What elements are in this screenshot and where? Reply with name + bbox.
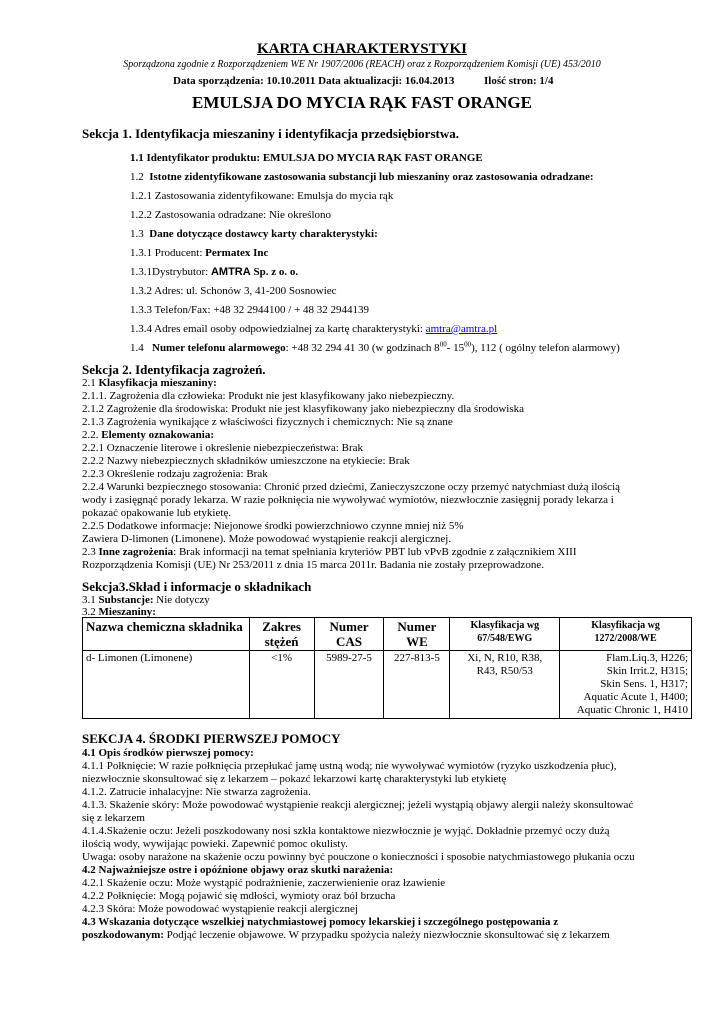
- section-2-1-text: Klasyfikacja mieszaniny:: [98, 377, 217, 389]
- section-2-2: [82, 428, 214, 442]
- header-class-67-line-1: Klasyfikacja wg: [470, 620, 540, 631]
- section-1-2-1: 1.2.1 Zastosowania zidentyfikowane: Emulsja do mycia rąk: [130, 190, 394, 202]
- section-3-1-text: Nie dotyczy: [153, 594, 210, 606]
- section-4-2-2: 4.2.2 Połknięcie: Mogą pojawić się mdłości, wymioty oraz ból brzucha: [82, 890, 396, 902]
- header-cas: [314, 618, 384, 651]
- section-4-1-4-line-3: Uwaga: osoby narażone na skażenie oczu powinny być pouczone o konieczności i sposobie natychmiastowego płukania oczu: [82, 851, 635, 863]
- section-3-1-label: Substancje:: [98, 594, 154, 606]
- section-2-2-4-line-2: wody i zasięgnąć porady lekarza. W razie połknięcia nie wywoływać wymiotów, niezwłocznie zasięgnij porady lekarza i: [82, 494, 614, 506]
- distributor-label: 1.3.1Dystrybutor:: [130, 266, 211, 278]
- section-3-2-label: Mieszaniny:: [98, 606, 156, 618]
- producer-value: Permatex Inc: [205, 247, 269, 259]
- header-class-1272-line-1: Klasyfikacja wg: [591, 620, 660, 631]
- cell-concentration: <1%: [249, 651, 314, 719]
- table-header-row: [83, 618, 692, 651]
- cell-class-67-line-2: R43, R50/53: [476, 665, 533, 677]
- section-4-3-line-2: [82, 928, 610, 942]
- section-1-3-1-producer: [130, 246, 268, 260]
- section-4-1-3-line-1: 4.1.3. Skażenie skóry: Może powodować wystąpienie reakcji alergicznej; jeżeli wystąpią objawy alergii należy skonsultować: [82, 799, 634, 811]
- cell-cas: 5989-27-5: [314, 651, 384, 719]
- section-2-2-4-line-3: pokazać opakowanie lub etykietę.: [82, 507, 232, 519]
- section-2-1-number: 2.1: [82, 377, 99, 389]
- emergency-label: Numer telefonu alarmowego: [152, 342, 286, 354]
- header-we-line-1: Numer: [397, 619, 437, 634]
- section-2-2-5-line-2: Zawiera D-limonen (Limonene). Może powodować wystąpienie reakcji alergicznej.: [82, 533, 452, 545]
- header-concentration-line-2: stężeń: [264, 634, 299, 649]
- section-4-3-text: Podjąć leczenie objawowe. W przypadku spożycia należy niezwłocznie skonsultować się z lekarzem: [163, 929, 610, 941]
- section-4-3-label: poszkodowanym:: [82, 929, 164, 941]
- section-1-1: 1.1 Identyfikator produktu: EMULSJA DO MYCIA RĄK FAST ORANGE: [130, 152, 483, 164]
- header-cas-line-2: CAS: [335, 634, 362, 649]
- section-2-1-2: 2.1.2 Zagrożenie dla środowiska: Produkt nie jest klasyfikowany jako niebezpieczny dla środowiska: [82, 403, 525, 415]
- section-2-1-3: 2.1.3 Zagrożenia wynikające z właściwości fizycznych i chemicznych: Nie są znane: [82, 416, 453, 428]
- section-1-3: [130, 227, 378, 241]
- cell-we: 227-813-5: [384, 651, 450, 719]
- table-row: [83, 651, 692, 719]
- section-4-2: 4.2 Najważniejsze ostre i opóźnione objawy oraz skutki narażenia:: [82, 864, 394, 876]
- cell-chemical-name: d- Limonen (Limonene): [83, 651, 250, 719]
- section-1-3-3: 1.3.3 Telefon/Fax: +48 32 2944100 / + 48 32 2944139: [130, 304, 370, 316]
- section-1-2: [130, 170, 594, 184]
- cell-class-67-line-1: Xi, N, R10, R38,: [467, 652, 543, 664]
- section-1-4-number: 1.4: [130, 342, 144, 354]
- cell-class-1272-line-1: Flam.Liq.3, H226;: [606, 652, 688, 664]
- header-class-1272-line-2: 1272/2008/WE: [594, 633, 657, 644]
- section-2-1: [82, 376, 217, 390]
- section-4-1-4-line-1: 4.1.4.Skażenie oczu: Jeżeli poszkodowany nosi szkła kontaktowe niezwłocznie je wyjąć. Dokładnie przemyć oczy dużą: [82, 825, 610, 837]
- section-4-1-3-line-2: się z lekarzem: [82, 812, 145, 824]
- page-count: Ilość stron: 1/4: [484, 75, 554, 87]
- header-cas-line-1: Numer: [329, 619, 369, 634]
- distributor-rest: Sp. z o. o.: [250, 266, 299, 278]
- section-2-3-line-2: Rozporządzenia Komisji (UE) Nr 253/2011 z dnia 15 marca 2011r. Badania nie zostały przeprowadzone.: [82, 559, 544, 571]
- header-concentration: [249, 618, 314, 651]
- header-concentration-line-1: Zakres: [262, 619, 301, 634]
- cell-class-67: [450, 651, 560, 719]
- section-2-2-4-line-1: 2.2.4 Warunki bezpiecznego stosowania: Chronić przed dziećmi, Zanieczyszczone oczy przemyć natychmiast dużą ilością: [82, 481, 621, 493]
- section-4-3-line-1: 4.3 Wskazania dotyczące wszelkiej natychmiastowej pomocy lekarskiej i szczególnego postępowania z: [82, 916, 559, 928]
- document-dates: Data sporządzenia: 10.10.2011 Data aktualizacji: 16.04.2013: [173, 75, 455, 87]
- section-2-2-1: 2.2.1 Oznaczenie literowe i określenie niebezpieczeństwa: Brak: [82, 442, 363, 454]
- section-4-2-3: 4.2.3 Skóra: Może powodować wystąpienie reakcji alergicznej: [82, 903, 358, 915]
- header-class-67-line-2: 67/548/EWG: [477, 633, 533, 644]
- section-4-heading: SEKCJA 4. ŚRODKI PIERWSZEJ POMOCY: [82, 731, 341, 746]
- section-1-4: [130, 341, 620, 355]
- header-class-67-548: [450, 618, 560, 651]
- section-2-2-text: Elementy oznakowania:: [101, 429, 214, 441]
- header-we: [384, 618, 450, 651]
- product-title: EMULSJA DO MYCIA RĄK FAST ORANGE: [192, 93, 532, 112]
- section-2-2-5: 2.2.5 Dodatkowe informacje: Niejonowe środki powierzchniowo czynne mniej niż 5%: [82, 520, 464, 532]
- section-4-1: 4.1 Opis środków pierwszej pomocy:: [82, 747, 254, 759]
- cell-class-1272-line-5: Aquatic Chronic 1, H410: [576, 704, 688, 716]
- email-link[interactable]: amtra@amtra.pl: [425, 323, 498, 335]
- emergency-sup-2: 00: [464, 340, 472, 349]
- emergency-sup-1: 00: [439, 340, 447, 349]
- cell-class-1272-line-4: Aquatic Acute 1, H400;: [583, 691, 688, 703]
- section-2-3-number: 2.3: [82, 546, 99, 558]
- header-we-line-2: WE: [406, 634, 428, 649]
- section-1-3-4: [130, 322, 497, 336]
- section-2-3-text: : Brak informacji na temat spełniania kryteriów PBT lub vPvB zgodnie z załącznikiem XIII: [173, 546, 577, 558]
- header-class-1272: [560, 618, 692, 651]
- section-3-heading: Sekcja3.Skład i informacje o składnikach: [82, 579, 312, 594]
- emergency-text-c: ), 112 ( ogólny telefon alarmowy): [471, 342, 620, 354]
- section-2-1-1: 2.1.1. Zagrożenia dla człowieka: Produkt nie jest klasyfikowany jako niebezpieczny.: [82, 390, 455, 402]
- section-1-3-1-distributor: [130, 265, 298, 279]
- section-1-2-text: Istotne zidentyfikowane zastosowania substancji lub mieszaniny oraz zastosowania odradzane:: [149, 171, 594, 183]
- section-1-3-text: Dane dotyczące dostawcy karty charakterystyki:: [149, 228, 378, 240]
- cell-class-1272: [560, 651, 692, 719]
- document-title: KARTA CHARAKTERYSTYKI: [257, 41, 467, 57]
- section-2-2-number: 2.2.: [82, 429, 102, 441]
- section-1-3-number: 1.3: [130, 228, 144, 240]
- header-chemical-name: Nazwa chemiczna składnika: [83, 618, 250, 651]
- section-3-2-number: 3.2: [82, 606, 99, 618]
- emergency-text-a: : +48 32 294 41 30 (w godzinach 8: [285, 342, 440, 354]
- section-2-2-2: 2.2.2 Nazwy niebezpiecznych składników umieszczone na etykiecie: Brak: [82, 455, 410, 467]
- section-4-1-1-line-1: 4.1.1 Połknięcie: W razie połknięcia przepłukać jamę ustną wodą; nie wywoływać wymiotów (ryzyko uszkodzenia płuc),: [82, 760, 617, 772]
- producer-label: 1.3.1 Producent:: [130, 247, 206, 259]
- cell-class-1272-line-2: Skin Irrit.2, H315;: [606, 665, 688, 677]
- section-1-2-number: 1.2: [130, 171, 144, 183]
- section-1-2-2: 1.2.2 Zastosowania odradzane: Nie określono: [130, 209, 331, 221]
- section-4-1-1-line-2: niezwłocznie skonsultować się z lekarzem – pokazć lekarzowi kartę charakterystyki lub etykietę: [82, 773, 507, 785]
- distributor-brand-logo: AMTRA: [210, 266, 251, 278]
- composition-table: [82, 617, 692, 719]
- email-label: 1.3.4 Adres email osoby odpowiedzialnej za kartę charakterystyki:: [130, 323, 426, 335]
- emergency-text-b: - 15: [446, 342, 465, 354]
- section-2-3: [82, 545, 576, 559]
- section-4-2-1: 4.2.1 Skażenie oczu: Może wystąpić podrażnienie, zaczerwienienie oraz łzawienie: [82, 877, 446, 889]
- section-4-1-2: 4.1.2. Zatrucie inhalacyjne: Nie stwarza zagrożenia.: [82, 786, 311, 798]
- section-1-3-2: 1.3.2 Adres: ul. Schonów 3, 41-200 Sosnowiec: [130, 285, 337, 297]
- section-2-3-label: Inne zagrożenia: [98, 546, 174, 558]
- section-2-2-3: 2.2.3 Określenie rodzaju zagrożenia: Brak: [82, 468, 268, 480]
- section-1-heading: Sekcja 1. Identyfikacja mieszaniny i identyfikacja przedsiębiorstwa.: [82, 126, 459, 141]
- section-2-heading: Sekcja 2. Identyfikacja zagrożeń.: [82, 362, 266, 377]
- section-3-1-number: 3.1: [82, 594, 99, 606]
- cell-class-1272-line-3: Skin Sens. 1, H317;: [600, 678, 688, 690]
- document-subtitle: Sporządzona zgodnie z Rozporządzeniem WE Nr 1907/2006 (REACH) oraz z Rozporządzeniem Komisji (UE) 453/2010: [123, 59, 601, 70]
- section-4-1-4-line-2: ilością wody, wywijając powieki. Zapewnić pomoc okulisty.: [82, 838, 348, 850]
